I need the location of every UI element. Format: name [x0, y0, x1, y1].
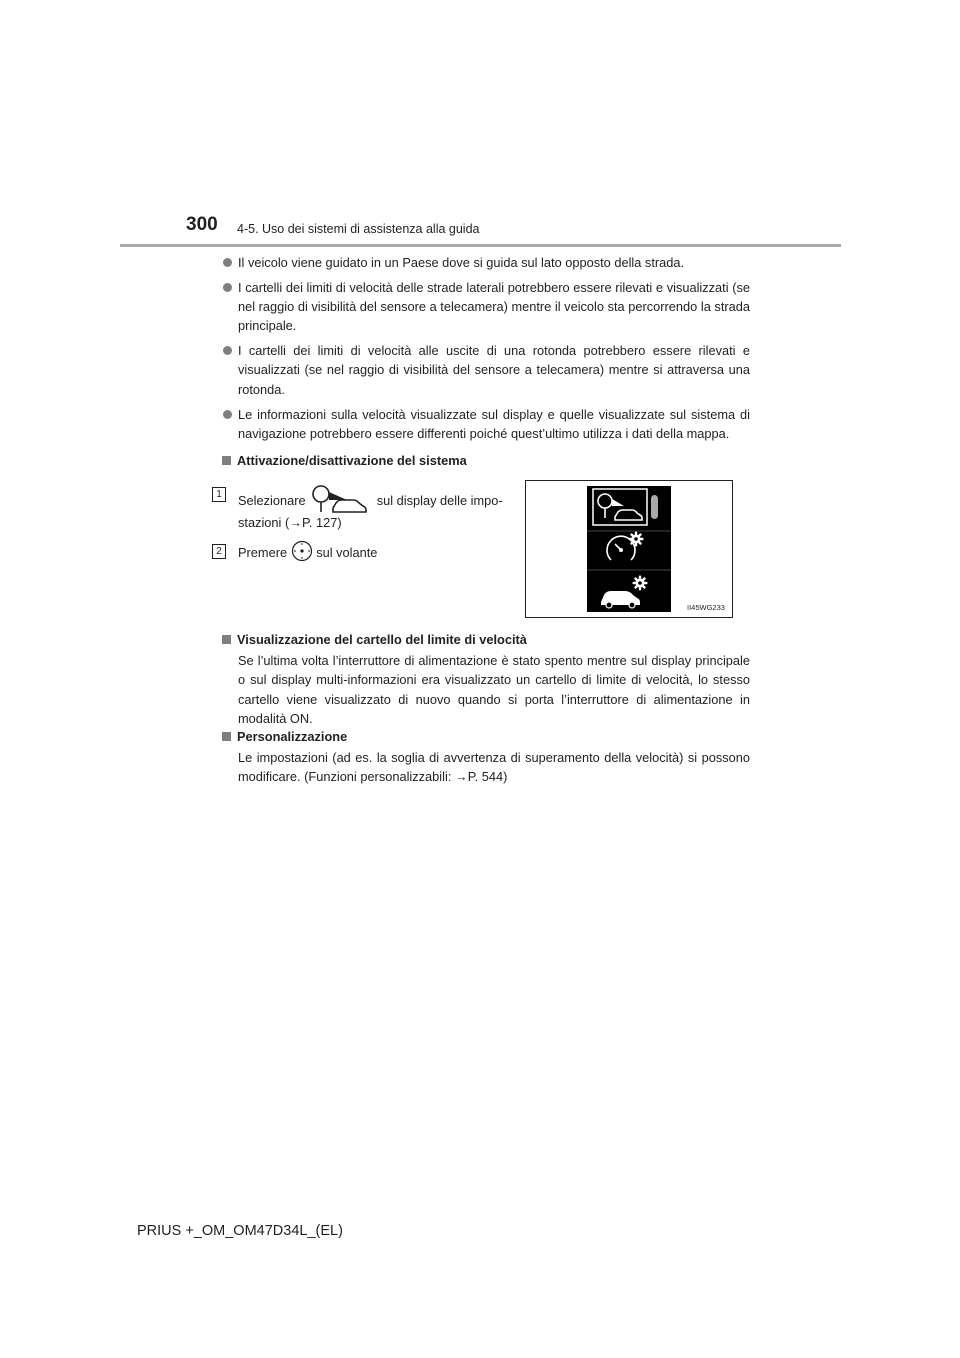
- step-2-text: Premere sul volante: [238, 540, 377, 567]
- step-1-text-line-2: stazioni (→P. 127): [238, 515, 342, 530]
- custom-heading: Personalizzazione: [222, 727, 347, 746]
- header-rule: [120, 244, 841, 247]
- square-bullet-icon: [222, 732, 231, 741]
- multi-info-display: [587, 486, 671, 612]
- figure-code: II45WG233: [687, 603, 725, 612]
- step-2-badge: 2: [212, 544, 226, 559]
- list-item: I cartelli dei limiti di velocità alle uscite di una rotonda potrebbero essere rilevati e visualizzati (se nel raggio di visibilità del sensore a telecamera) mentre si attraversa una rotonda.: [222, 341, 750, 399]
- list-item: Le informazioni sulla velocità visualizzate sul display e quelle visualizzate sul sistema di navigazione potrebbero essere differenti poiché quest’ultimo utilizza i dati della mappa.: [222, 405, 750, 444]
- steering-switch-icon: [291, 540, 313, 567]
- display-text: Se l’ultima volta l’interruttore di alimentazione è stato spento mentre sul display principale o sul display multi-informazioni era visualizzato un cartello di limite di velocità, lo stesso cartello viene visualizzato di nuovo quando si porta l’interruttore di alimentazione in modalità ON.: [238, 653, 750, 727]
- page-number: 300: [186, 214, 218, 235]
- custom-text: Le impostazioni (ad es. la soglia di avvertenza di superamento della velocità) si possono modificare. (Funzioni personalizzabili: →P. 544): [238, 750, 750, 785]
- square-bullet-icon: [222, 456, 231, 465]
- activation-heading: Attivazione/disattivazione del sistema: [222, 451, 467, 470]
- footer-code: PRIUS +_OM_OM47D34L_(EL): [137, 1223, 343, 1239]
- bullet-list: [222, 253, 750, 449]
- step-1-text: Selezionare sul display delle impo-: [238, 484, 506, 519]
- display-heading: Visualizzazione del cartello del limite di velocità: [222, 630, 527, 649]
- list-item: Il veicolo viene guidato in un Paese dove si guida sul lato opposto della strada.: [222, 253, 750, 272]
- step-1-badge: 1: [212, 487, 226, 502]
- list-item: I cartelli dei limiti di velocità delle strade laterali potrebbero essere rilevati e visualizzati (se nel raggio di visibilità del sensore a telecamera) mentre il veicolo sta percorrendo la strada principale.: [222, 278, 750, 336]
- settings-display-figure: [525, 480, 733, 618]
- section-title: 4-5. Uso dei sistemi di assistenza alla guida: [237, 222, 480, 236]
- square-bullet-icon: [222, 635, 231, 644]
